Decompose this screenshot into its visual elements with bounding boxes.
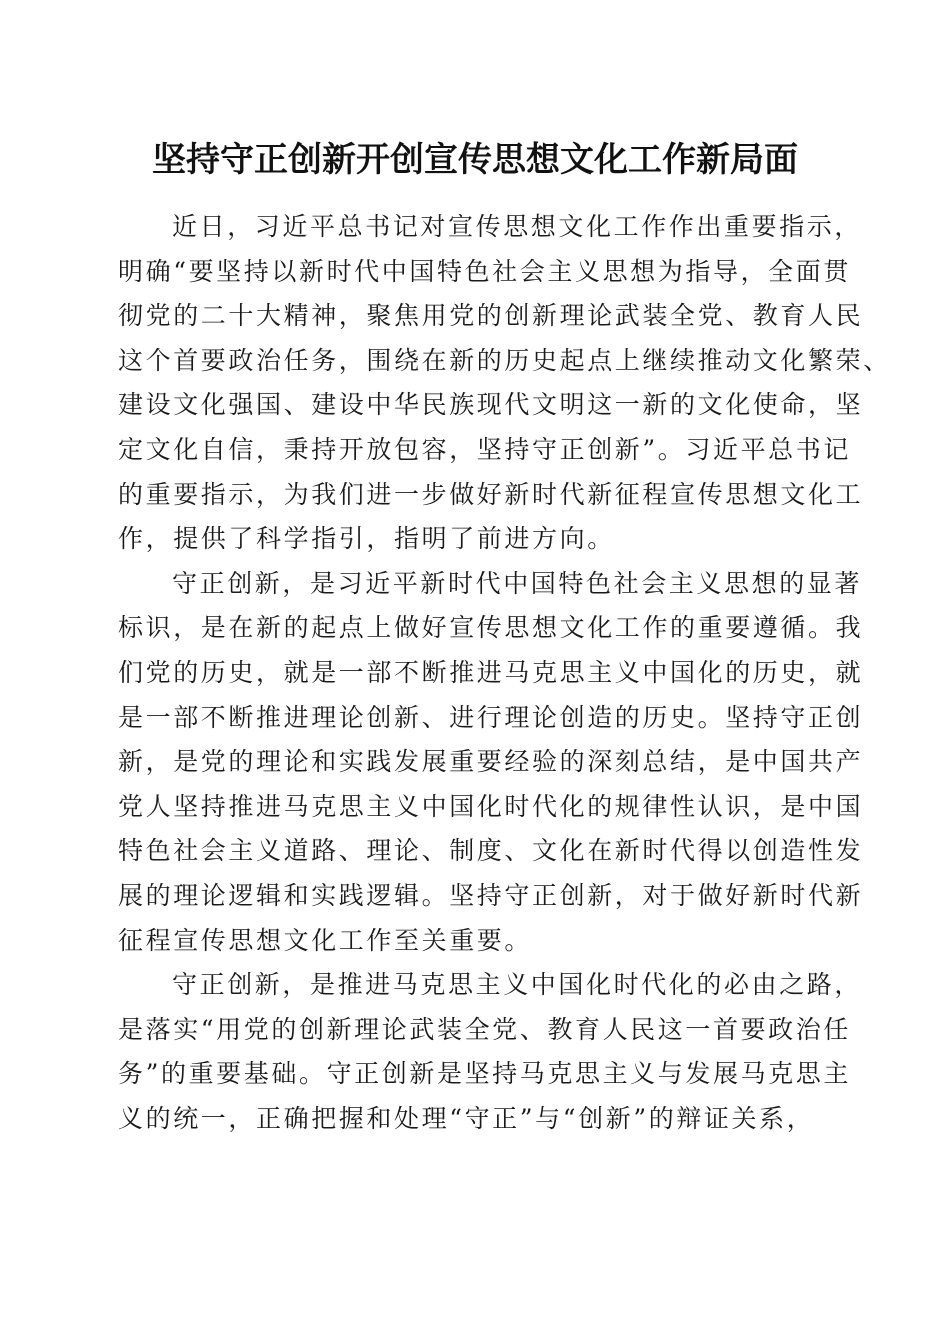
paragraph-1-line: 作，提供了科学指引，指明了前进方向。 <box>118 524 615 554</box>
document-body <box>118 205 891 1141</box>
paragraph-1-line: 定文化自信，秉持开放包容，坚持守正创新”。习近平总书记 <box>118 434 851 464</box>
document-title: 坚持守正创新开创宣传思想文化工作新局面 <box>152 140 798 180</box>
paragraph-1-line: 彻党的二十大精神，聚焦用党的创新理论武装全党、教育人民 <box>118 301 864 331</box>
paragraph-3-line: 义的统一，正确把握和处理“守正”与“创新”的辩证关系， <box>118 1103 815 1133</box>
paragraph-2-line: 展的理论逻辑和实践逻辑。坚持守正创新，对于做好新时代新 <box>118 880 864 910</box>
paragraph-2-line: 党人坚持推进马克思主义中国化时代化的规律性认识，是中国 <box>118 791 864 821</box>
paragraph-2-line: 特色社会主义道路、理论、制度、文化在新时代得以创造性发 <box>118 836 864 866</box>
paragraph-2-line: 标识，是在新的起点上做好宣传思想文化工作的重要遵循。我 <box>118 613 864 643</box>
paragraph-3-line: 是落实“用党的创新理论武装全党、教育人民这一首要政治任 <box>118 1014 851 1044</box>
paragraph-1-line: 这个首要政治任务，围绕在新的历史起点上继续推动文化繁荣、 <box>118 345 891 375</box>
paragraph-1-line: 的重要指示，为我们进一步做好新时代新征程宣传思想文化工 <box>118 479 864 509</box>
paragraph-3-line: 守正创新，是推进马克思主义中国化时代化的必由之路， <box>172 970 863 1000</box>
paragraph-1-line: 明确“要坚持以新时代中国特色社会主义思想为指导，全面贯 <box>118 256 851 286</box>
paragraph-2-line: 征程宣传思想文化工作至关重要。 <box>118 925 533 955</box>
paragraph-2-line: 新，是党的理论和实践发展重要经验的深刻总结，是中国共产 <box>118 747 864 777</box>
paragraph-1-line: 近日，习近平总书记对宣传思想文化工作作出重要指示， <box>172 212 863 241</box>
paragraph-2-line: 守正创新，是习近平新时代中国特色社会主义思想的显著 <box>172 568 863 598</box>
paragraph-2-line: 是一部不断推进理论创新、进行理论创造的历史。坚持守正创 <box>118 702 864 732</box>
paragraph-3-line: 务”的重要基础。守正创新是坚持马克思主义与发展马克思主 <box>118 1059 851 1089</box>
paragraph-1-line: 建设文化强国、建设中华民族现代文明这一新的文化使命，坚 <box>118 390 864 420</box>
paragraph-2-line: 们党的历史，就是一部不断推进马克思主义中国化的历史，就 <box>118 657 864 687</box>
